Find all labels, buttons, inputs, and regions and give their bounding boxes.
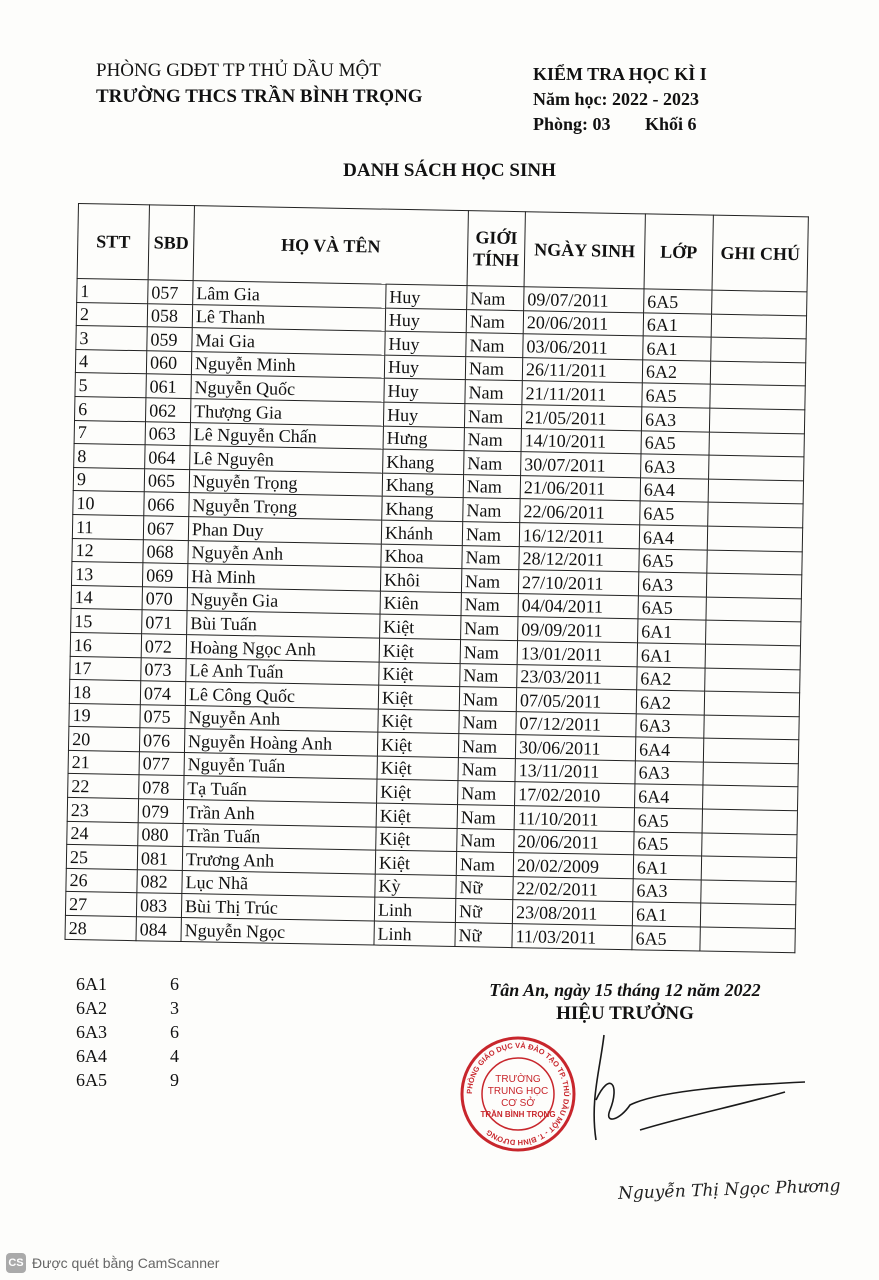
cell-note	[702, 833, 797, 858]
cell-gender: Nam	[465, 356, 522, 381]
cell-dob: 26/11/2011	[522, 357, 642, 383]
cell-class: 6A2	[637, 666, 705, 691]
cell-sbd: 084	[136, 917, 181, 941]
cell-sbd: 079	[138, 799, 183, 823]
cell-dob: 20/06/2011	[523, 310, 643, 336]
summary-class: 6A4	[76, 1046, 107, 1066]
class-summary	[76, 972, 179, 1092]
header-stt: STT	[77, 204, 149, 280]
cell-note	[705, 644, 800, 669]
cell-gender: Nam	[459, 687, 516, 712]
cell-dob: 07/12/2011	[516, 711, 636, 737]
cell-class: 6A1	[643, 312, 711, 337]
summary-class: 6A1	[76, 974, 107, 994]
cell-gender: Nam	[458, 781, 515, 806]
cell-class: 6A5	[634, 808, 702, 833]
cell-sbd: 070	[142, 586, 187, 610]
cell-dob: 27/10/2011	[518, 570, 638, 596]
cell-class: 6A3	[641, 454, 709, 479]
header-gender-line1: GIỚI	[475, 227, 518, 249]
cell-sbd: 078	[139, 775, 184, 799]
cell-gender: Nam	[462, 522, 519, 547]
cell-stt: 4	[75, 349, 146, 374]
cell-note	[711, 337, 806, 362]
camscanner-logo-icon: CS	[6, 1253, 26, 1273]
header-note: GHI CHÚ	[712, 215, 808, 292]
scanner-text: Được quét bằng CamScanner	[32, 1255, 220, 1271]
cell-dob: 16/12/2011	[519, 523, 639, 549]
cell-note	[701, 880, 796, 905]
cell-class: 6A5	[644, 289, 712, 314]
cell-first-name: Kỳ	[375, 874, 456, 899]
department-name: PHÒNG GDĐT TP THỦ DẦU MỘT	[96, 60, 381, 81]
cell-first-name: Kiệt	[379, 638, 460, 663]
cell-note	[700, 927, 795, 952]
cell-dob: 28/12/2011	[519, 546, 639, 572]
cell-class: 6A1	[638, 619, 706, 644]
cell-dob: 09/07/2011	[524, 287, 644, 313]
summary-row	[76, 1068, 179, 1092]
cell-sbd: 067	[143, 516, 188, 540]
cell-note	[704, 715, 799, 740]
cell-class: 6A5	[638, 596, 706, 621]
signature-block	[470, 980, 780, 1025]
cell-last-name: Lâm Gia	[193, 281, 386, 308]
cell-stt: 8	[74, 444, 145, 469]
cell-sbd: 064	[145, 445, 190, 469]
cell-note	[706, 620, 801, 645]
table-header-row	[77, 204, 808, 292]
cell-stt: 19	[69, 703, 140, 728]
school-name: TRƯỜNG THCS TRẦN BÌNH TRỌNG	[96, 86, 423, 107]
cell-dob: 22/06/2011	[520, 499, 640, 525]
summary-row	[76, 1044, 179, 1068]
cell-class: 6A4	[635, 737, 703, 762]
cell-dob: 23/03/2011	[517, 664, 637, 690]
cell-gender: Nam	[459, 710, 516, 735]
cell-last-name: Lục Nhã	[182, 870, 375, 897]
cell-first-name: Linh	[374, 897, 455, 922]
cell-first-name: Huy	[383, 402, 464, 427]
cell-dob: 07/05/2011	[516, 688, 636, 714]
cell-note	[702, 786, 797, 811]
cell-class: 6A4	[635, 784, 703, 809]
cell-stt: 7	[74, 420, 145, 445]
cell-stt: 20	[68, 727, 139, 752]
cell-first-name: Kiệt	[377, 780, 458, 805]
cell-first-name: Khôi	[380, 567, 461, 592]
cell-last-name: Nguyễn Gia	[187, 587, 380, 614]
cell-first-name: Khang	[382, 473, 463, 498]
signature-scribble-icon	[560, 1030, 820, 1150]
cell-first-name: Kiệt	[380, 614, 461, 639]
cell-sbd: 060	[146, 351, 191, 375]
cell-gender: Nữ	[455, 899, 512, 924]
cell-note	[701, 856, 796, 881]
cell-stt: 25	[66, 845, 137, 870]
cell-dob: 14/10/2011	[521, 428, 641, 454]
cell-last-name: Trương Anh	[182, 847, 375, 874]
cell-gender: Nam	[460, 663, 517, 688]
cell-note	[708, 502, 803, 527]
cell-last-name: Tạ Tuấn	[184, 776, 377, 803]
cell-stt: 6	[75, 396, 146, 421]
cell-last-name: Nguyễn Trọng	[189, 469, 382, 496]
cell-stt: 14	[71, 585, 142, 610]
cell-stt: 9	[73, 467, 144, 492]
cell-note	[710, 384, 805, 409]
cell-note	[707, 526, 802, 551]
cell-stt: 5	[75, 373, 146, 398]
cell-gender: Nữ	[456, 875, 513, 900]
cell-sbd: 082	[137, 870, 182, 894]
header-dob: NGÀY SINH	[524, 212, 645, 289]
summary-count: 4	[170, 1046, 179, 1066]
cell-class: 6A2	[642, 360, 710, 385]
school-year: Năm học: 2022 - 2023	[533, 89, 699, 109]
cell-first-name: Khánh	[381, 520, 462, 545]
cell-class: 6A5	[642, 383, 710, 408]
cell-first-name: Kiệt	[376, 827, 457, 852]
cell-sbd: 058	[147, 303, 192, 327]
cell-first-name: Kiệt	[377, 756, 458, 781]
cell-sbd: 075	[140, 704, 185, 728]
cell-first-name: Hưng	[383, 426, 464, 451]
room-grade	[533, 112, 707, 137]
summary-class: 6A5	[76, 1070, 107, 1090]
cell-stt: 13	[71, 562, 142, 587]
cell-gender: Nam	[457, 828, 514, 853]
cell-note	[712, 290, 807, 315]
cell-note	[707, 550, 802, 575]
summary-row	[76, 1020, 179, 1044]
cell-sbd: 066	[144, 492, 189, 516]
cell-stt: 1	[77, 278, 148, 303]
cell-stt: 27	[65, 892, 136, 917]
cell-gender: Nam	[461, 616, 518, 641]
cell-class: 6A5	[634, 831, 702, 856]
seal-line3: CƠ SỞ	[501, 1098, 535, 1109]
summary-class: 6A2	[76, 998, 107, 1018]
cell-stt: 23	[67, 797, 138, 822]
cell-note	[700, 903, 795, 928]
cell-dob: 13/01/2011	[517, 641, 637, 667]
cell-class: 6A3	[636, 714, 704, 739]
cell-gender: Nam	[456, 852, 513, 877]
cell-last-name: Nguyễn Anh	[185, 705, 378, 732]
cell-class: 6A5	[632, 926, 700, 951]
cell-note	[710, 361, 805, 386]
summary-count: 6	[170, 974, 179, 994]
header-sbd: SBD	[148, 205, 194, 281]
cell-stt: 24	[67, 821, 138, 846]
cell-dob: 21/11/2011	[522, 381, 642, 407]
seal-outer-text: PHÒNG GIÁO DỤC VÀ ĐÀO TẠO TP. THỦ DẦU MỘT - T. BÌNH DƯƠNG	[464, 1040, 572, 1148]
cell-class: 6A2	[636, 690, 704, 715]
summary-row	[76, 972, 179, 996]
cell-stt: 11	[72, 514, 143, 539]
cell-class: 6A1	[632, 902, 700, 927]
cell-class: 6A1	[637, 643, 705, 668]
cell-gender: Nam	[458, 757, 515, 782]
cell-gender: Nam	[464, 451, 521, 476]
cell-last-name: Nguyễn Ngọc	[181, 918, 374, 945]
cell-first-name: Kiệt	[378, 685, 459, 710]
cell-stt: 18	[69, 680, 140, 705]
cell-last-name: Bùi Thị Trúc	[181, 894, 374, 921]
cell-class: 6A3	[635, 761, 703, 786]
cell-class: 6A3	[638, 572, 706, 597]
cell-first-name: Kiệt	[378, 709, 459, 734]
room-number: Phòng: 03	[533, 114, 611, 134]
cell-sbd: 057	[148, 280, 193, 304]
cell-last-name: Nguyễn Tuấn	[184, 752, 377, 779]
cell-first-name: Huy	[385, 331, 466, 356]
summary-count: 9	[170, 1070, 179, 1090]
cell-note	[702, 809, 797, 834]
cell-class: 6A4	[640, 478, 708, 503]
cell-stt: 21	[68, 750, 139, 775]
cell-gender: Nam	[466, 309, 523, 334]
cell-dob: 11/10/2011	[514, 806, 634, 832]
cell-first-name: Khang	[383, 449, 464, 474]
cell-dob: 13/11/2011	[515, 758, 635, 784]
summary-count: 6	[170, 1022, 179, 1042]
cell-sbd: 065	[144, 469, 189, 493]
cell-gender: Nam	[465, 380, 522, 405]
cell-first-name: Khoa	[381, 544, 462, 569]
cell-dob: 21/06/2011	[520, 475, 640, 501]
cell-stt: 12	[72, 538, 143, 563]
cell-gender: Nam	[466, 333, 523, 358]
cell-class: 6A1	[633, 855, 701, 880]
cell-note	[703, 738, 798, 763]
cell-gender: Nam	[464, 404, 521, 429]
cell-first-name: Huy	[384, 355, 465, 380]
cell-last-name: Lê Nguyên	[190, 446, 383, 473]
cell-sbd: 077	[139, 752, 184, 776]
signature-date: Tân An, ngày 15 tháng 12 năm 2022	[489, 980, 761, 1000]
cell-dob: 30/06/2011	[515, 735, 635, 761]
header-gender	[467, 211, 525, 287]
header-gender-line2: TÍNH	[472, 249, 520, 271]
cell-first-name: Kiệt	[376, 803, 457, 828]
grade-level: Khối 6	[645, 114, 697, 134]
header-left	[96, 58, 423, 110]
cell-last-name: Hà Minh	[187, 564, 380, 591]
cell-last-name: Trần Anh	[183, 800, 376, 827]
cell-dob: 04/04/2011	[518, 593, 638, 619]
seal-line1: TRƯỜNG	[495, 1074, 541, 1085]
cell-gender: Nam	[463, 474, 520, 499]
cell-last-name: Lê Công Quốc	[185, 682, 378, 709]
cell-gender: Nam	[458, 734, 515, 759]
cell-gender: Nam	[463, 498, 520, 523]
cell-stt: 17	[70, 656, 141, 681]
cell-class: 6A5	[640, 501, 708, 526]
cell-dob: 23/08/2011	[512, 900, 632, 926]
document-title: DANH SÁCH HỌC SINH	[343, 160, 556, 181]
cell-sbd: 071	[142, 610, 187, 634]
seal-line4: TRẦN BÌNH TRỌNG	[480, 1110, 556, 1119]
cell-stt: 22	[68, 774, 139, 799]
cell-sbd: 081	[137, 846, 182, 870]
cell-last-name: Thượng Gia	[191, 399, 384, 426]
cell-sbd: 080	[138, 822, 183, 846]
cell-last-name: Nguyễn Quốc	[191, 375, 384, 402]
scanner-footer	[6, 1253, 219, 1273]
cell-sbd: 073	[141, 657, 186, 681]
cell-note	[709, 455, 804, 480]
header-name: HỌ VÀ TÊN	[193, 206, 468, 286]
cell-note	[709, 408, 804, 433]
cell-note	[709, 432, 804, 457]
cell-stt: 3	[76, 326, 147, 351]
cell-gender: Nữ	[455, 923, 512, 948]
cell-dob: 21/05/2011	[521, 405, 641, 431]
cell-sbd: 061	[146, 374, 191, 398]
cell-sbd: 063	[145, 421, 190, 445]
cell-class: 6A5	[639, 548, 707, 573]
cell-last-name: Bùi Tuấn	[187, 611, 380, 638]
cell-first-name: Kiệt	[379, 662, 460, 687]
cell-last-name: Mai Gia	[192, 328, 385, 355]
cell-stt: 2	[76, 302, 147, 327]
cell-note	[711, 314, 806, 339]
principal-name: Nguyễn Thị Ngọc Phương	[617, 1176, 841, 1204]
summary-count: 3	[170, 998, 179, 1018]
cell-first-name: Huy	[385, 308, 466, 333]
header-right	[533, 62, 707, 137]
cell-sbd: 068	[143, 539, 188, 563]
cell-stt: 10	[73, 491, 144, 516]
cell-gender: Nam	[462, 545, 519, 570]
cell-note	[705, 668, 800, 693]
cell-gender: Nam	[464, 427, 521, 452]
cell-gender: Nam	[467, 286, 524, 311]
cell-dob: 09/09/2011	[518, 617, 638, 643]
cell-sbd: 062	[146, 398, 191, 422]
cell-last-name: Lê Thanh	[192, 304, 385, 331]
cell-note	[704, 691, 799, 716]
header-class: LỚP	[644, 214, 713, 290]
cell-note	[703, 762, 798, 787]
seal-line2: TRUNG HỌC	[487, 1086, 549, 1097]
cell-stt: 15	[71, 609, 142, 634]
cell-class: 6A4	[639, 525, 707, 550]
cell-sbd: 072	[141, 634, 186, 658]
signature-role: HIỆU TRƯỞNG	[556, 1003, 694, 1024]
cell-first-name: Kiệt	[377, 732, 458, 757]
cell-class: 6A5	[641, 430, 709, 455]
cell-note	[706, 573, 801, 598]
cell-sbd: 083	[136, 893, 181, 917]
cell-stt: 26	[66, 868, 137, 893]
cell-last-name: Lê Anh Tuấn	[186, 658, 379, 685]
cell-last-name: Phan Duy	[188, 517, 381, 544]
cell-note	[708, 479, 803, 504]
cell-class: 6A3	[641, 407, 709, 432]
table-body	[65, 278, 807, 952]
cell-last-name: Hoàng Ngọc Anh	[186, 634, 379, 661]
cell-last-name: Nguyễn Hoàng Anh	[184, 729, 377, 756]
cell-dob: 11/03/2011	[512, 924, 632, 950]
summary-class: 6A3	[76, 1022, 107, 1042]
cell-first-name: Linh	[374, 921, 455, 946]
cell-last-name: Lê Nguyễn Chấn	[190, 422, 383, 449]
student-table	[65, 203, 809, 953]
cell-first-name: Huy	[384, 379, 465, 404]
cell-sbd: 076	[139, 728, 184, 752]
cell-class: 6A1	[643, 336, 711, 361]
cell-dob: 03/06/2011	[523, 334, 643, 360]
cell-last-name: Trần Tuấn	[183, 823, 376, 850]
cell-first-name: Khang	[382, 496, 463, 521]
cell-dob: 17/02/2010	[515, 782, 635, 808]
cell-stt: 28	[65, 915, 136, 940]
cell-dob: 20/02/2009	[513, 853, 633, 879]
cell-stt: 16	[70, 632, 141, 657]
cell-sbd: 059	[147, 327, 192, 351]
student-table-wrapper	[65, 203, 809, 953]
summary-row	[76, 996, 179, 1020]
cell-last-name: Nguyễn Trọng	[189, 493, 382, 520]
cell-sbd: 074	[140, 681, 185, 705]
cell-dob: 20/06/2011	[514, 829, 634, 855]
cell-first-name: Kiên	[380, 591, 461, 616]
cell-note	[706, 597, 801, 622]
cell-first-name: Kiệt	[375, 850, 456, 875]
cell-gender: Nam	[457, 805, 514, 830]
cell-last-name: Nguyễn Anh	[188, 540, 381, 567]
cell-last-name: Nguyễn Minh	[191, 351, 384, 378]
cell-class: 6A3	[633, 879, 701, 904]
cell-dob: 22/02/2011	[513, 876, 633, 902]
cell-gender: Nam	[461, 569, 518, 594]
cell-first-name: Huy	[386, 284, 467, 309]
cell-gender: Nam	[461, 592, 518, 617]
exam-title: KIỂM TRA HỌC KÌ I	[533, 64, 707, 84]
cell-sbd: 069	[142, 563, 187, 587]
cell-gender: Nam	[460, 639, 517, 664]
cell-dob: 30/07/2011	[521, 452, 641, 478]
